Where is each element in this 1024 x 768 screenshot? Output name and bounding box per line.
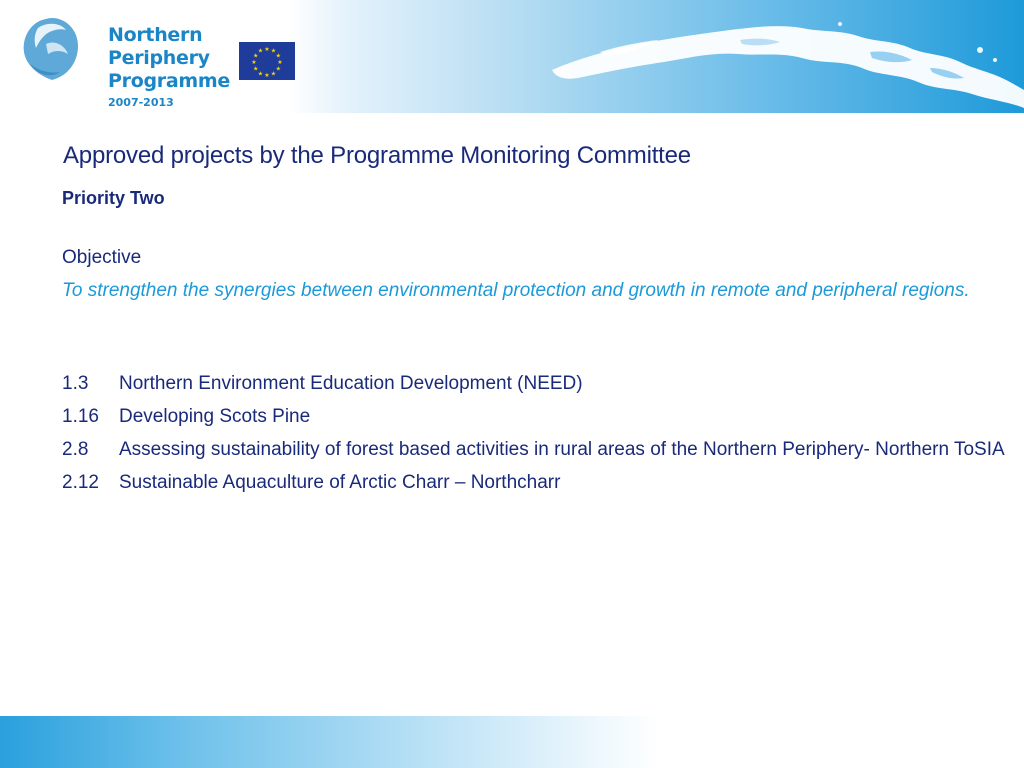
project-item	[62, 367, 1024, 400]
slide-title: Approved projects by the Programme Monitoring Committee	[63, 142, 691, 169]
project-item	[62, 433, 1024, 466]
programme-logo	[16, 10, 230, 109]
svg-text:★: ★	[257, 70, 264, 78]
project-number: 2.12	[62, 472, 99, 493]
logo-text-line2: Periphery	[108, 47, 210, 69]
objective-text: To strengthen the synergies between environmental protection and growth in remote and peripheral regions.	[62, 280, 970, 301]
logo-text-line1: Northern	[108, 24, 203, 46]
svg-text:★: ★	[251, 59, 257, 66]
svg-text:★: ★	[270, 47, 277, 55]
project-name: Assessing sustainability of forest based activities in rural areas of the Northern Periphery- Northern ToSIA	[119, 439, 1005, 460]
svg-text:★: ★	[277, 59, 283, 66]
project-item	[62, 466, 1024, 499]
logo-years: 2007-2013	[108, 96, 174, 109]
project-number: 1.3	[62, 373, 89, 394]
objective-label: Objective	[62, 247, 142, 268]
priority-heading: Priority Two	[62, 188, 165, 208]
footer-banner	[0, 716, 1024, 768]
svg-text:★: ★	[264, 72, 270, 79]
project-name: Developing Scots Pine	[119, 406, 311, 427]
project-name: Sustainable Aquaculture of Arctic Charr – Northcharr	[119, 472, 561, 493]
project-item	[62, 400, 1024, 433]
svg-text:★: ★	[270, 70, 277, 78]
logo-text-line3: Programme	[108, 70, 230, 92]
svg-text:★: ★	[257, 47, 264, 55]
npp-logo-icon	[16, 14, 88, 86]
project-number: 2.8	[62, 439, 89, 460]
svg-text:★: ★	[275, 52, 281, 60]
svg-text:★: ★	[275, 65, 281, 73]
project-name: Northern Environment Education Development (NEED)	[119, 373, 583, 394]
eu-flag-icon	[239, 42, 295, 80]
project-list	[62, 367, 1024, 499]
map-graphic	[540, 10, 1024, 110]
svg-text:★: ★	[253, 65, 259, 73]
project-number: 1.16	[62, 406, 99, 427]
svg-text:★: ★	[264, 46, 270, 53]
svg-text:★: ★	[253, 52, 259, 60]
